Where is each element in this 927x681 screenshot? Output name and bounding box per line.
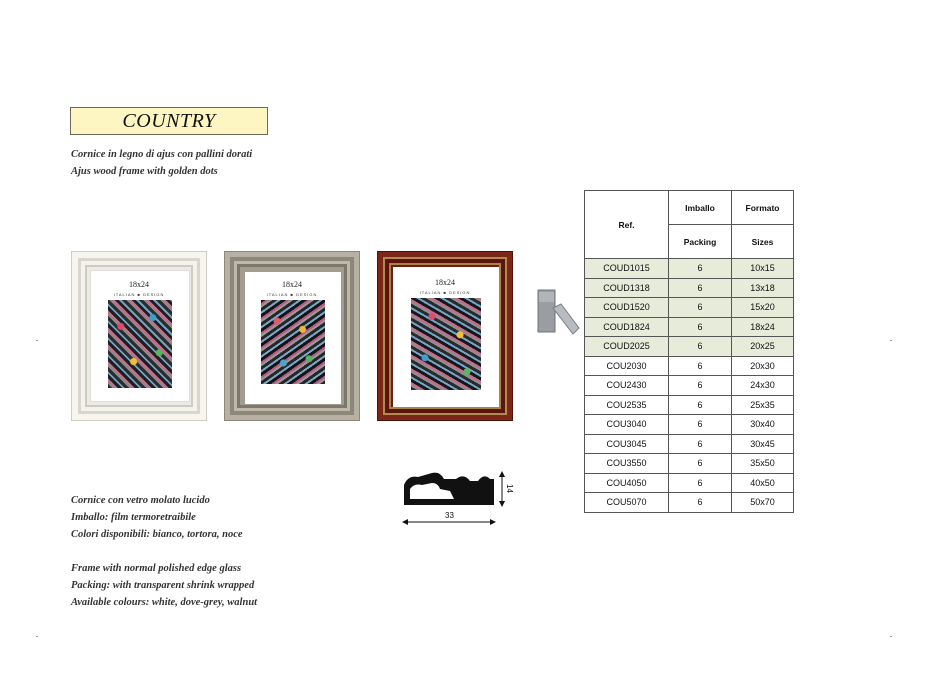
details-english — [71, 560, 257, 611]
imballo-header: Imballo — [669, 191, 732, 225]
details-italian — [71, 492, 243, 543]
cell-ref: COU3550 — [585, 454, 669, 474]
cell-size: 25x35 — [732, 395, 794, 415]
detail-it-packing: Imballo: film termoretraibile — [71, 512, 196, 523]
detail-it-colours: Colori disponibili: bianco, tortora, noce — [71, 529, 243, 540]
profile-height-label: 14 — [504, 484, 514, 493]
table-row — [585, 337, 794, 357]
table-row — [585, 473, 794, 493]
frame-brand-label: ITALIAN ■ DESIGN — [113, 292, 165, 297]
cell-packing: 6 — [669, 376, 732, 396]
table-row — [585, 493, 794, 513]
cell-ref: COUD1015 — [585, 259, 669, 279]
cell-packing: 6 — [669, 473, 732, 493]
cell-ref: COUD2025 — [585, 337, 669, 357]
cell-size: 24x30 — [732, 376, 794, 396]
cell-size: 20x25 — [732, 337, 794, 357]
cell-packing: 6 — [669, 493, 732, 513]
margin-mark — [36, 340, 38, 341]
margin-mark — [36, 636, 38, 637]
table-row — [585, 415, 794, 435]
brand-left: ITALIAN — [266, 292, 289, 297]
cell-packing: 6 — [669, 434, 732, 454]
sizes-header: Sizes — [732, 225, 794, 259]
cell-packing: 6 — [669, 298, 732, 318]
frame-profile-diagram — [398, 465, 522, 527]
cell-packing: 6 — [669, 395, 732, 415]
cell-packing: 6 — [669, 454, 732, 474]
frame-size-label: 18x24 — [129, 280, 149, 289]
cell-packing: 6 — [669, 317, 732, 337]
ref-header: Ref. — [585, 191, 669, 259]
table-row — [585, 454, 794, 474]
cell-ref: COU2535 — [585, 395, 669, 415]
collection-title-box — [70, 107, 268, 135]
cell-ref: COU3040 — [585, 415, 669, 435]
frame-photo-white — [71, 251, 207, 421]
frame-size-label: 18x24 — [282, 280, 302, 289]
table-row — [585, 298, 794, 318]
cell-size: 40x50 — [732, 473, 794, 493]
detail-en-packing: Packing: with transparent shrink wrapped — [71, 580, 255, 591]
cell-packing: 6 — [669, 356, 732, 376]
detail-it-glass: Cornice con vetro molato lucido — [71, 495, 210, 506]
intro-line-english: Ajus wood frame with golden dots — [71, 166, 218, 177]
cell-size: 20x30 — [732, 356, 794, 376]
cell-ref: COU3045 — [585, 434, 669, 454]
frame-photo-dove-grey — [224, 251, 360, 421]
brand-right: DESIGN — [143, 292, 165, 297]
cell-ref: COU4050 — [585, 473, 669, 493]
frame-artwork — [108, 300, 172, 388]
cell-packing: 6 — [669, 278, 732, 298]
cell-ref: COUD1824 — [585, 317, 669, 337]
cell-packing: 6 — [669, 337, 732, 357]
cell-packing: 6 — [669, 259, 732, 279]
frame-size-label: 18x24 — [435, 278, 455, 287]
cell-size: 30x40 — [732, 415, 794, 435]
cell-packing: 6 — [669, 415, 732, 435]
table-row — [585, 356, 794, 376]
cell-ref: COU5070 — [585, 493, 669, 513]
table-row — [585, 317, 794, 337]
frame-brand-label: ITALIAN ■ DESIGN — [419, 290, 471, 295]
brand-right: DESIGN — [296, 292, 318, 297]
frame-brand-label: ITALIAN ■ DESIGN — [266, 292, 318, 297]
brand-left: ITALIAN — [113, 292, 136, 297]
frame-photo-walnut — [377, 251, 513, 421]
spec-table — [584, 190, 794, 513]
cell-size: 30x45 — [732, 434, 794, 454]
cell-ref: COU2030 — [585, 356, 669, 376]
margin-mark — [890, 340, 892, 341]
collection-title: COUNTRY — [122, 110, 216, 132]
table-row — [585, 278, 794, 298]
table-row — [585, 395, 794, 415]
cell-size: 18x24 — [732, 317, 794, 337]
frame-artwork — [411, 298, 481, 390]
detail-en-glass: Frame with normal polished edge glass — [71, 563, 242, 574]
easel-stand-icon — [535, 288, 581, 336]
brand-left: ITALIAN — [419, 290, 442, 295]
table-row — [585, 434, 794, 454]
packing-header: Packing — [669, 225, 732, 259]
cell-size: 35x50 — [732, 454, 794, 474]
margin-mark — [890, 636, 892, 637]
cell-size: 13x18 — [732, 278, 794, 298]
frame-artwork — [261, 300, 325, 384]
brand-right: DESIGN — [449, 290, 471, 295]
cell-size: 10x15 — [732, 259, 794, 279]
cell-size: 50x70 — [732, 493, 794, 513]
detail-en-colours: Available colours: white, dove-grey, walnut — [71, 597, 258, 608]
profile-width-label: 33 — [445, 511, 454, 520]
formato-header: Formato — [732, 191, 794, 225]
table-row — [585, 259, 794, 279]
intro-description — [71, 146, 252, 180]
table-row — [585, 376, 794, 396]
cell-size: 15x20 — [732, 298, 794, 318]
intro-line-italian: Cornice in legno di ajus con pallini dorati — [71, 149, 253, 160]
cell-ref: COUD1318 — [585, 278, 669, 298]
cell-ref: COUD1520 — [585, 298, 669, 318]
cell-ref: COU2430 — [585, 376, 669, 396]
